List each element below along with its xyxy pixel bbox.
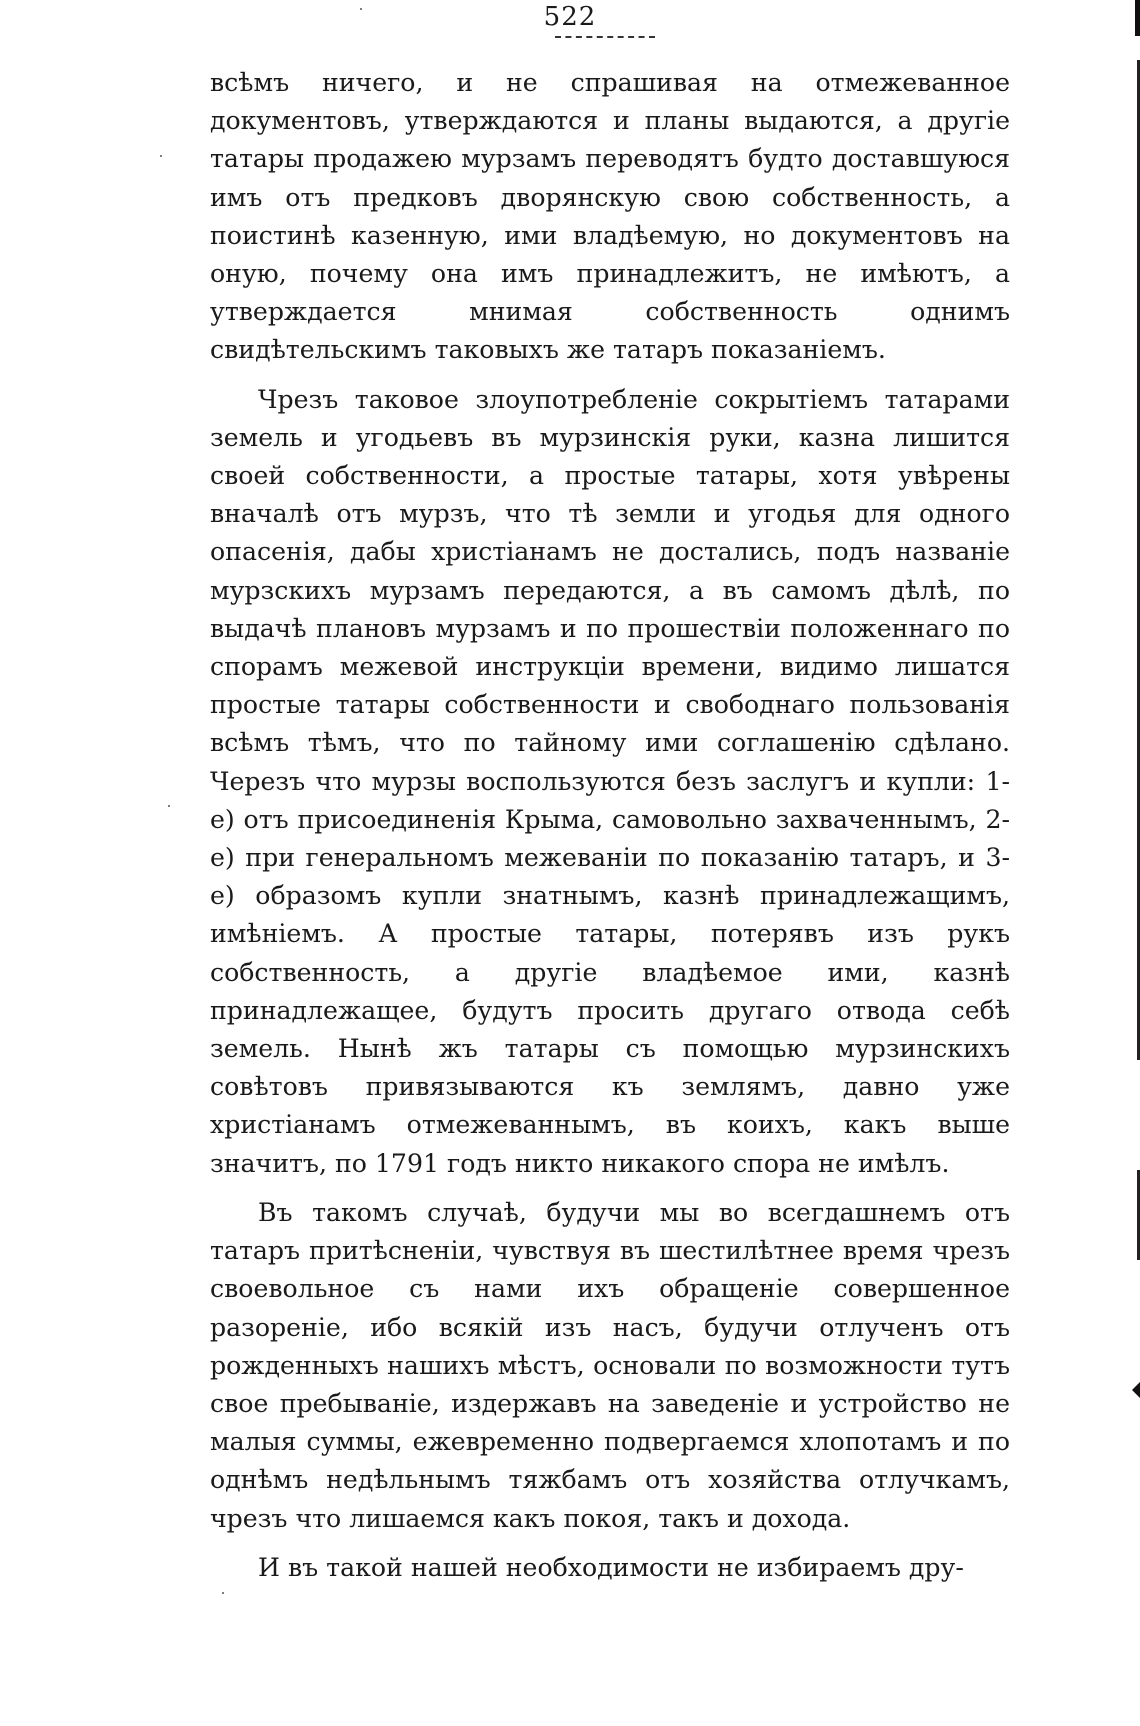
scan-speck	[360, 8, 362, 10]
page-number: 522	[543, 2, 597, 32]
paragraph: И въ такой нашей необходимости не избираемъ дру-	[258, 1552, 964, 1582]
text-body	[210, 64, 1010, 1598]
paragraph: Въ такомъ случаѣ, будучи мы во всегдашнемъ отъ татаръ притѣсненіи, чувствуя въ шестилѣтнее время чрезъ своевольное съ нами ихъ обращеніе совершенное разореніе, ибо всякій изъ насъ, будучи отлученъ отъ рожденныхъ нашихъ мѣстъ, основали по возможности тутъ свое пребываніе, издержавъ на заведеніе и устройство не малыя суммы, ежевременно подвергаемся хлопотамъ и по однѣмъ недѣльнымъ тяжбамъ отъ хозяйства отлучкамъ, чрезъ что лишаемся какъ покоя, такъ и дохода.	[210, 1197, 1010, 1533]
scan-edge-mark	[1135, 0, 1140, 36]
scan-speck	[168, 805, 170, 807]
paragraph: всѣмъ ничего, и не спрашивая на отмежеванное документовъ, утверждаются и планы выдаются, а другіе татары продажею мурзамъ переводятъ будто доставшуюся имъ отъ предковъ дворянскую свою собственность, а поистинѣ казенную, ими владѣемую, но документовъ на оную, почему она имъ принадлежитъ, не имѣютъ, а утверждается мнимая собственность однимъ свидѣтельскимъ таковыхъ же татаръ показаніемъ.	[210, 68, 1010, 365]
page-number-rule	[555, 36, 655, 38]
scan-speck	[160, 155, 162, 157]
scan-edge-arrow	[1132, 1382, 1140, 1398]
scan-speck	[222, 1592, 224, 1594]
paragraph: Чрезъ таковое злоупотребленіе сокрытіемъ татарами земель и угодьевъ въ мурзинскія руки, казна лишится своей собственности, а простые татары, хотя увѣрены вначалѣ отъ мурзъ, что тѣ земли и угодья для одного опасенія, дабы христіанамъ не достались, подъ названіе мурзскихъ мурзамъ передаются, а въ самомъ дѣлѣ, по выдачѣ плановъ мурзамъ и по прошествіи положеннаго по спорамъ межевой инструкціи времени, видимо лишатся простые татары собственности и свободнаго пользованія всѣмъ тѣмъ, что по тайному ими соглашенію сдѣлано. Черезъ что мурзы воспользуются безъ заслугъ и купли: 1-е) отъ присоединенія Крыма, самовольно захваченнымъ, 2-е) при генеральномъ межеваніи по показанію татаръ, и 3-е) образомъ купли знатнымъ, казнѣ принадлежащимъ, имѣніемъ. А простые татары, потерявъ изъ рукъ собственность, а другіе владѣемое ими, казнѣ принадлежащее, будутъ просить другаго отвода себѣ земель. Нынѣ жъ татары съ помощью мурзинскихъ совѣтовъ привязываются къ землямъ, давно уже христіанамъ отмежеваннымъ, въ коихъ, какъ выше значитъ, по 1791 годъ никто никакого спора не имѣлъ.	[210, 384, 1010, 1178]
